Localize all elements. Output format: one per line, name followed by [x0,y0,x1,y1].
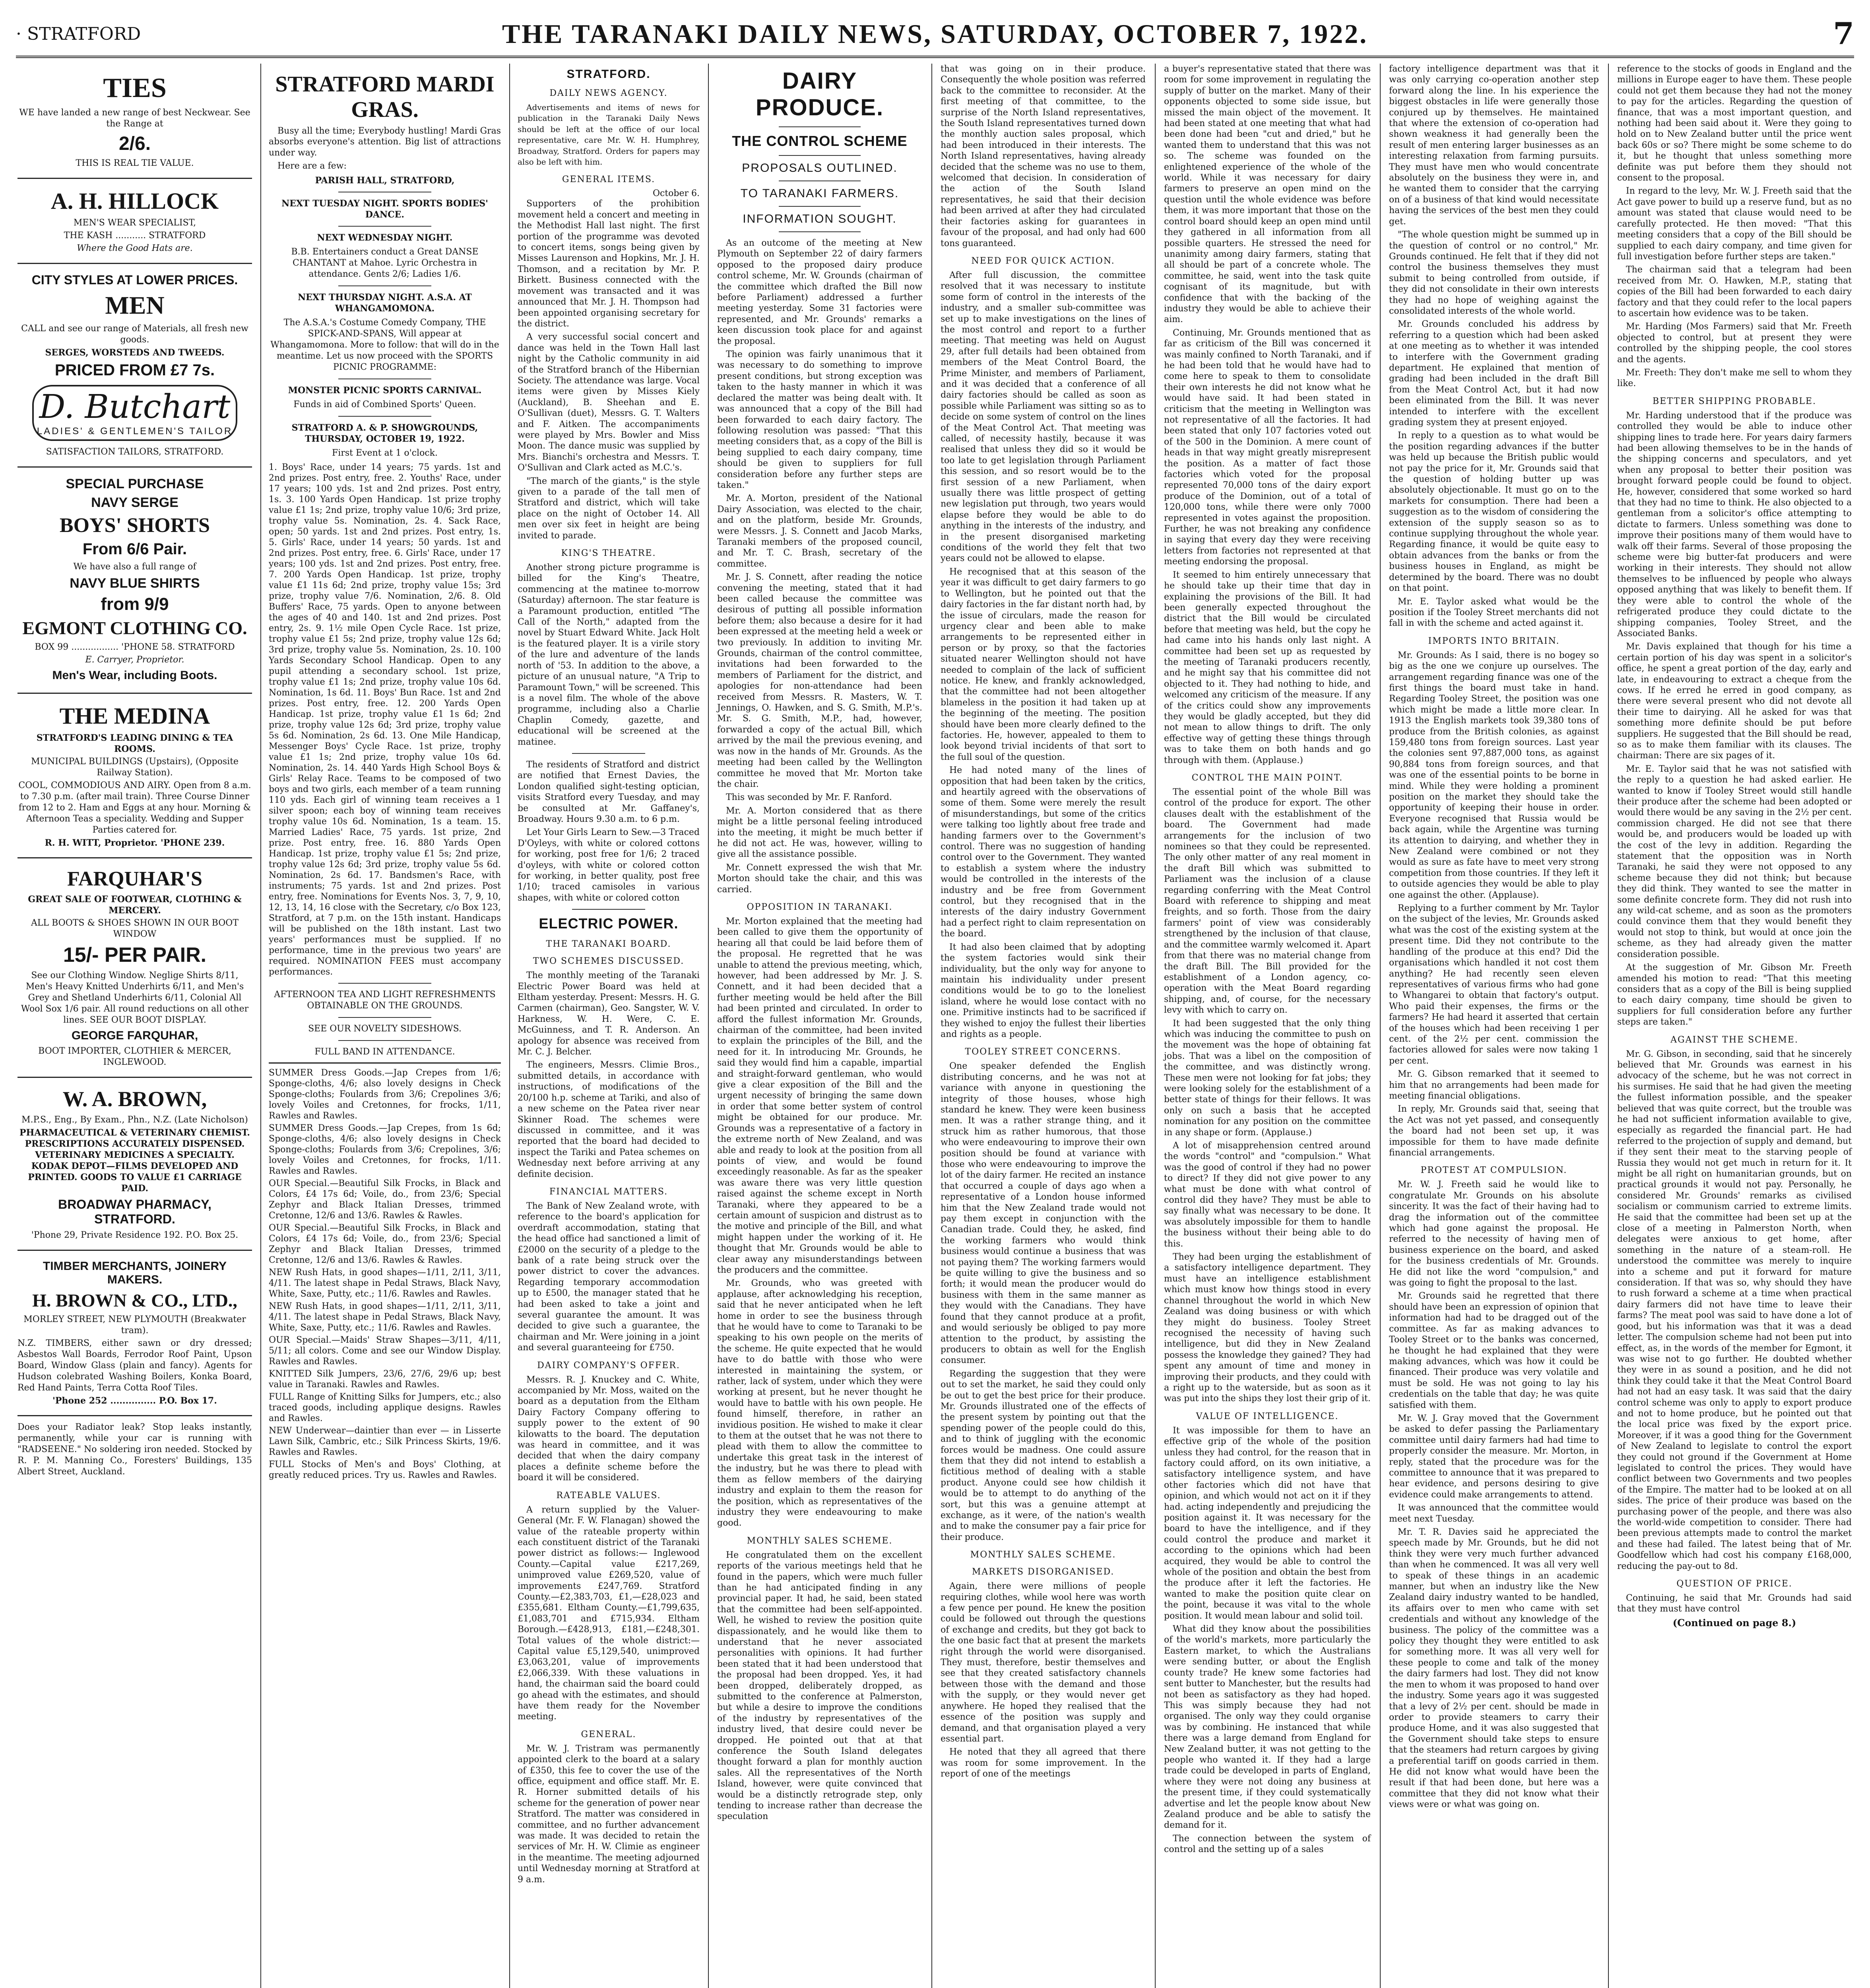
subheading: MONTHLY SALES SCHEME. [747,1536,893,1546]
paragraph: Mr. J. S. Connett, after reading the notice convening the meeting, stated that it had been called because the committee was desirous of putting all possible information before them; also because a desire for it had been expressed at the meeting held a week or two previously. In addition to inviting Mr. Grounds, chairman of the control committee, invitations had been forwarded to the members of Parliament for the district, and apologies for non-attendance had been received from Messrs. R. Masters, W. T. Jennings, O. Hawken, and S. G. Smith, M.P.'s. Mr. S. G. Smith, M.P., had, however, forwarded a copy of the actual Bill, which arrived by the mail the previous evening, and was now in the hands of Mr. Grounds. As the meeting had been called by the Wellington committee he moved that Mr. Morton take the chair. [717,572,922,789]
ad-price: from 9/9 [101,594,169,614]
column-rule [1380,64,1381,1988]
divider [338,983,431,984]
paragraph: Continuing, Mr. Grounds mentioned that as far as criticism of the Bill was concerned it was mainly confined to North Taranaki, and if he had been told that he would have had to come here to speak to them to consolidate their own interests he did not know what he would have said. It had been stated in criticism that the meeting in Wellington was not representative of all the factories. It had been stated that only 107 factories voted out of the 500 in the Dominion. A mere count of heads in that way might greatly misrepresent the position. As a matter of fact those factories which voted for the proposal represented 70,000 tons of the dairy export produce of the Dominion, out of a total of 120,000 tons, while there were only 7000 represented in votes against the proposition. Further, he was not breaking any confidence in saying that every day they were receiving letters from factories not represented at that meeting endorsing the proposal. [1164,328,1371,567]
ad-hillock [17,179,252,264]
divider [779,231,861,232]
mardi-gras-title: STRATFORD MARDI GRAS. [275,72,495,122]
article-title: ELECTRIC POWER. [539,915,679,932]
paragraph: Mr. G. Gibson, in seconding, said that he sincerely believed that Mr. Grounds was earnest in his advocacy of the scheme, but he was not correct in his surmises. He said that he had given the meeting the fullest information possible, and the speaker believed that was quite correct, but the trouble was he had not sufficient information available to give, especially as regarded the financial part. He had referred to the projection of supply and demand, but if they sent their meat to the starving people of Russia they would not get much in return for it. It might be all right on humanitarian grounds, but on practical grounds it would not pay. Personally, he considered Mr. Grounds' remarks as civilised socialism or communism carried to extreme limits. He said that the committee had been set up at the close of a meeting in Palmerston North, when delegates were anxious to get home, after something in the nature of a steam-roll. He understood the committee was merely to inquire into a scheme and put it forward for mature consideration. If that was so, why should they have to rush forward a scheme at a time when practical dairy farmers did not have time to leave their farms? The meat pool was said to have done a lot of good, but his information was that it was a dead letter. The compulsion scheme had not been put into effect, as, in the words of the member for Egmont, it was wise not to go further. He doubted whether they were in as sound a position, and he did not think they could take it that the Meat Control Board had not had an easy task. It was said that the dairy control scheme was only to apply to export produce and not to home produce, but he pointed out that the local price was fixed by the export price. Moreover, if it was a good thing for the Government of New Zealand to legislate to control the export they could not ground if the Government at Home legislated to control the prices. They would have conflict between two Governments and two peoples of the Empire. The matter had to be looked at on all sides. The price of their produce was based on the purchasing power of the people, and there was also the world-wide competition to consider. There had been previous attempts made to control the market and these had failed. The latest being that of Mr. Goodfellow which had cost his company £168,000, reducing the pay-out to 8d. [1617,1049,1852,1571]
paragraph: Supporters of the prohibition movement held a concert and meeting in the Methodist Hall last night. The first portion of the programme was devoted to concert items, songs being given by Misses Laurenson and Hopkins, Mr. J. H. Thomson, and a recitation by Mr. P. Birkett. Business connected with the movement was transacted and it was announced that Mr. J. H. Thompson had been appointed organising secretary for the district. [518,199,700,329]
subheading: GENERAL ITEMS. [562,175,656,185]
logo-text: D. Butchart [39,388,231,426]
paragraph: that was going on in their produce. Consequently the whole position was referred back to the committee to reconsider. At the first meeting of that committee, to the surprise of the North Island representatives, the South Island representatives turned down the monthly auction sales proposal, which had been introduced in their interests. The North Island representatives, having already decided that the scheme was no use to them, welcomed that decision. In consideration of the action of the South Island representatives, he said that their decision had been arrived at after they had circulated their factories asking for guarantees in favour of the proposal, and had only had 600 tons guaranteed. [941,64,1146,248]
paragraph: They had been urging the establishment of a satisfactory intelligence department. They must have an intelligence establishment which must know how things stood in every channel throughout the world in which New Zealand was doing business or with which they might do business. Tooley Street recognised the necessity of having such intelligence, but did they in New Zealand possess the knowledge they gained? They had spent any amount of time and money in improving their products, and they could with a right up to the waterside, but as soon as it was put into the ships they lost their grip of it. [1164,1252,1371,1404]
article-subtitle: THE TARANAKI BOARD. [546,939,671,949]
ad-title: FARQUHAR'S [67,868,202,890]
subheading: BETTER SHIPPING PROBABLE. [1653,396,1816,406]
subheading: KING'S THEATRE. [561,548,656,559]
article-column [1611,64,1858,1988]
classified-ad: SUMMER Dress Goods.—Jap Crepes from 1/6; Sponge-cloths, 4/6; also lovely designs in Check Sponge-cloths; Foulards from 3/6; Crepolines 3/6; lovely Voiles and Cretonnes, for frocks, 1/11, Rawles and Rawles. [269,1068,501,1121]
masthead [16,8,1854,58]
paragraph: After full discussion, the committee resolved that it was necessary to institute some form of control in the interests of the industry, and a smaller sub-committee was set up to make investigations on the lines of the most control and report to a further meeting. That meeting was held on August 29, after full details had been obtained from members of the Meat Control Board, the Prime Minister, and members of Parliament, and it was decided that a conference of all dairy factories should be called as soon as possible while Parliament was sitting so as to decide on some system of control on the lines of the Meat Control Act. That meeting was called, of necessity hastily, because it was realised that unless they did so it would be too late to get legislation through Parliament this session, and so resort would be to the first session of a new Parliament, when usually there was little prospect of getting new legislation put through, two years would elapse before they would be able to do anything in the interests of the industry, and in the present disorganised marketing conditions of the world they felt that two years could not be allowed to elapse. [941,270,1146,564]
paragraph: Continuing, he said that Mr. Grounds had said that they must have control [1617,1593,1852,1614]
ad-brown [17,1078,252,1251]
classified-ad: KNITTED Silk Jumpers, 23/6, 27/6, 29/6 up; best value in Taranaki. Rawles and Rawles. [269,1369,501,1390]
event-notice: NEXT THURSDAY NIGHT. A.S.A. AT WHANGAMOMONA. [298,292,472,314]
paragraph: The residents of Stratford and district are notified that Ernest Davies, the London qualified sight-testing optician, visits Stratford every Tuesday, and may be consulted at Mr. Gaffaney's, Broadway. Hours 9.30 a.m. to 6 p.m. [518,759,700,824]
paragraph: a buyer's representative stated that there was room for some improvement in regulating the supply of butter on the market. Many of their opponents objected to some side issue, but missed the main object of the movement. It had been stated at one meeting that what had been done had been "cut and dried," but he wanted them to understand that this was not so. The scheme was founded on the enlightened experience of the whole of the world. While it was necessary for dairy farmers to preserve an open mind on the question until the whole evidence was before them, it was more important that those on the control board should keep an open mind until they gathered in all information from all possible quarters. He stressed the need for unanimity among dairy farmers, stating that all should be part of a concrete whole. The committee, he said, went into the task quite cognisant of its magnitude, but with confidence that with the backing of the industry they would be able to achieve their aim. [1164,64,1371,325]
ad-medina [17,694,252,858]
event-notice: PARISH HALL, STRATFORD, [315,175,455,186]
ad-title: MEN [105,291,165,319]
ad-title: H. BROWN & CO., LTD., [32,1290,237,1310]
paragraph: Another strong picture programme is billed for the King's Theatre, commencing at the matinee to-morrow (Saturday) afternoon. The star feature is a Paramount production, entitled "The Call of the North," adapted from the novel by Stuart Edward White. Jack Holt is the featured player. It is a virile story of the lure and adventure of the lands north of '53. In addition to the above, a picture of an unusual nature, "A Trip to Paramount Town," will be screened. This is a novel film. The whole of the above programme, including also a Charlie Chaplin Comedy, gazette, and educational will be screened at the matinee. [518,563,700,747]
paragraph: He recognised that at this season of the year it was difficult to get dairy farmers to go to Wellington, but he pointed out that the dairy factories in the far distant north had, by the issue of circulars, made the reason for urgency clear and been able to make arrangements to be represented either in person or by proxy, so that the factories situated nearer Wellington should not have needed to complain of the lack of sufficient notice. He knew, and frankly acknowledged, that the committee had not been altogether blameless in the position it had taken up at the beginning of the meeting. The position should have been more clearly defined to the factories. He, however, appealed to them to look beyond trivial incidents of that sort to the full soul of the question. [941,567,1146,762]
paragraph: It had been suggested that the only thing which was inducing the committee to push on the movement was the hope of obtaining fat jobs. That was a libel on the composition of the committee, and was distinctly wrong. These men were not looking for fat jobs; they were looking solely for the establishment of a better state of things for their fellows. It was only on such a basis that he accepted nomination for any position on the committee in any shape or form. (Applause.) [1164,1018,1371,1138]
masthead-title: THE TARANAKI DAILY NEWS, SATURDAY, OCTOBER 7, 1922. [502,19,1368,49]
paragraph: Mr. Grounds: As I said, there is no bogey so big as the one we conjure up ourselves. The arrangement regarding finance was one of the first things the board must take in hand. Regarding Tooley Street, the position was one which might be made a little more clear. In 1913 the English markets took 39,380 tons of produce from the British colonies, as against 159,480 tons from foreign sources. Last year the colonies sent 97,887,000 tons, as against 90,884 tons from foreign sources, and that was one of the essential points to be borne in mind. While they were holding a prominent position on the market they should take the opportunity of keeping their house in order. Everyone recognised that Russia would be back again, while the Argentine was turning its attention to dairying, and whether they in New Zealand were combined or not they would as sure as fate have to meet very strong competition from those countries. If they left it to outside agencies they would be able to play one against the other. (Applause). [1389,650,1599,900]
subheading: NEED FOR QUICK ACTION. [971,256,1115,266]
paragraph: At the suggestion of Mr. Gibson Mr. Freeth amended his motion to read: "That this meeting considers that as a copy of the Bill is being supplied to each dairy company, time should be given to suppliers for full consideration before any further steps are taken." [1617,963,1852,1027]
event-notice: NEXT TUESDAY NIGHT. SPORTS BODIES' DANCE. [281,198,488,220]
ad-ties [17,64,252,179]
column-rule [1608,64,1609,1988]
divider [338,226,431,227]
paragraph: What did they know about the possibilities of the world's markets, more particularly the Eastern market, to which the Australians were sending butter, or about the English county trade? He knew some factories had sent butter to Manchester, but the results had not been as satisfactory as they had hoped. This was simply because they had not organised. The only way they could organise was by combining. He instanced that while there was a large demand from England for New Zealand butter, it was not getting to the people who wanted it. If they had a large trade could be developed in parts of England, where they were not doing any business at the present time, if they could systematically advertise and let the people know about New Zealand produce and be able to satisfy the demand for it. [1164,1624,1371,1831]
ad-text: COOL, COMMODIOUS AND AIRY. Open from 8 a.m. to 7.30 p.m. (after mail train). Three Course Dinner from 12 to 2. Ham and Eggs at any hour. Morning & Afternoon Teas a speciality. Wedding and Supper Parties catered for. [18,780,251,835]
article-subtitle: PROPOSALS OUTLINED. [742,161,898,175]
paragraph: Mr. Harding understood that if the produce was controlled they would be able to induce other shipping lines to trade here. For years dairy farmers had been allowing themselves to be in the hands of the shipping concerns and speculators, and yet when any proposal to better their position was brought forward people could be found to object. He, however, considered that some worked so hard that they had no time to think. He also objected to a gentleman from a solicitor's office attempting to dictate to farmers. Unless something was done to improve their positions many of them would have to walk off their farms. Several of those proposing the scheme were big butter-fat producers and were working in their interests. They should not allow themselves to be influenced by people who always opposed anything that was likely to benefit them. If they were able to control the whole of the refrigerated produce they could dictate to the shipping companies, Tooley Street, and the Associated Banks. [1617,410,1852,639]
paragraph: Mr. Freeth: They don't make me sell to whom they like. [1617,367,1852,389]
ad-text: BOOT IMPORTER, CLOTHIER & MERCER, INGLEWOOD. [38,1046,231,1067]
subheading: GENERAL. [581,1729,636,1740]
event-notice: AFTERNOON TEA AND LIGHT REFRESHMENTS OBTAINABLE ON THE GROUNDS. [274,989,496,1011]
paragraph: Mr. Davis explained that though for his time a certain portion of his day was spent in a solicitor's office, he spent a great portion of the day, early and late, in endeavouring to extract a cheque from the cows. If he erred he erred in good company, as there were several present who did not devote all their time to dairying. All he asked for was that something more definite should be put before suppliers. He suggested that the Bill should be read, so as to make them familiar with its clauses. The chairman: There are six pages of it. [1617,642,1852,761]
paragraph: Regarding the suggestion that they were out to set the market, he said they could only be out to get the best price for their produce. Mr. Grounds illustrated one of the effects of the present system by pointing out that the spending power of the people could do this, and to think of juggling with the economic forces would be madness. One could assure them that they did not intend to establish a fictitious method of dealing with a stable product. Anyone could see how childish it would be to attempt to do anything of the sort, but this was a genuine attempt at exchange, as it were, of the nation's wealth and to make the consumer pay a fair price for their produce. [941,1369,1146,1542]
subheading: MONTHLY SALES SCHEME. [970,1550,1116,1560]
paragraph: factory intelligence department was that it was only carrying co-operation another step forward along the line. In his experience the biggest obstacles in life were generally those conjured up by themselves. He maintained that where the extension of co-operation had shown weakness it had generally been the result of men entering larger businesses as an interesting relaxation from farming pursuits. They must have men who would concentrate absolutely on the business they were in, and he wanted them to consider that the carrying on of a business of that kind would necessitate having the services of the best men they could get. [1389,64,1599,227]
ad-title: TIMBER MERCHANTS, JOINERY MAKERS. [43,1260,227,1286]
ad-text: THIS IS REAL TIE VALUE. [76,158,194,168]
paragraph: Mr. A. Morton, president of the National Dairy Association, was elected to the chair, and on the platform, beside Mr. Grounds, were Messrs. J. S. Connett and Jacob Marks, Taranaki members of the proposed council, and Mr. T. C. Brash, secretary of the committee. [717,493,922,569]
event-notice: SEE OUR NOVELTY SIDESHOWS. [308,1023,462,1034]
ad-title: NAVY BLUE SHIRTS [70,576,200,591]
article-subtitle: TO TARANAKI FARMERS. [740,187,899,200]
masthead-flag: · STRATFORD [16,24,141,44]
divider [338,416,431,417]
paragraph: This was seconded by Mr. F. Ranford. [726,792,892,803]
ad-text: R. H. WITT, Proprietor. 'PHONE 239. [45,838,225,848]
ad-title: THE MEDINA [59,703,210,729]
event-notice: Funds in aid of Combined Sports' Queen. [293,399,476,410]
ad-text: MORLEY STREET, NEW PLYMOUTH (Breakwater tram). [23,1314,246,1336]
divider [338,1017,431,1018]
paragraph: Messrs. R. J. Knuckey and C. White, accompanied by Mr. Moss, waited on the board as a deputation from the Eltham Dairy Factory Company offering to supply power to the extent of 90 kilowatts to the board. The deputation was heard in committee, and it was decided that when the dairy company places a definite scheme before the board it will be considered. [518,1375,700,1483]
ad-text: Does your Radiator leak? Stop leaks instantly, permanently, while your car is running with "RADSEENE." No soldering iron needed. Stocked by R. P. M. Manning Co., Foresters' Buildings, 135 Albert Street, Auckland. [17,1422,252,1477]
article-subtitle: THE CONTROL SCHEME [732,133,908,149]
ad-text: PHARMACEUTICAL & VETERINARY CHEMIST. PRESCRIPTIONS ACCURATELY DISPENSED. VETERINARY MEDICINES A SPECIALTY. KODAK DEPOT—FILMS DEVELOPED AND PRINTED. GOODS TO VALUE £1 CARRIAGE PAID. [19,1128,250,1194]
ad-text: Where the Good Hats are. [77,243,193,253]
ad-text: CALL and see our range of Materials, all fresh new goods. [21,324,248,345]
paragraph: A very successful social concert and dance was held in the Town Hall last night by the Catholic community in aid of the Stratford branch of the Hibernian Society. The attendance was large. Vocal items were given by Misses Kiely (Auckland), B. Sheehan and E. O'Sullivan (duet), Messrs. G. T. Walters and F. Aitken. The accompaniments were played by Mrs. Bowler and Miss Moon. The dance music was supplied by Mrs. Bianchi's orchestra and Messrs. T. O'Sullivan and Clark acted as M.C.'s. [518,332,700,473]
paragraph: It seemed to him entirely unnecessary that he should take up their time that day in explaining the provisions of the Bill. It had been generally expected throughout the district that the Bill would be circulated before that meeting was held, but the copy he had came into his hands only last night. A committee had been set up as requested by the meeting of Taranaki producers recently, and he might say that his committee did not objected to it. They had nothing to hide, and welcomed any criticism of the measure. If any of the critics could show any improvements they would be gladly accepted, but they did not mean to allow things to drift. The only effective way of getting these things through was to take them on both hands and go through with them. (Applause.) [1164,570,1371,765]
event-notice: First Event at 1 o'clock. [332,448,438,458]
classified-ad: SUMMER Dress Goods.—Jap Crepes, from 1s 6d; Sponge-cloths, 4/6; also lovely designs in Check Sponge-cloths; Foulards from 3/6; Crepolines, 3/6; lovely Voiles and Cretonnes, for frocks, 1/11. Rawles and Rawles. [269,1123,501,1176]
rawles-ads [269,1062,501,1481]
paragraph: Mr. W. J. Gray moved that the Government be asked to defer passing the Parliamentary committee until dairy farmers had had time to properly consider the measure. Mr. Morton, in reply, stated that the procedure was for the committee to announce that it was prepared to hear evidence, and persons desiring to give evidence could make arrangements to attend. [1389,1413,1599,1500]
paragraph: Mr. E. Taylor said that he was not satisfied with the reply to a question he had asked earlier. He wanted to know if Tooley Street would still handle their produce after the scheme had been adopted or would there would be any saving in the 2½ per cent. commission charged. He did not see that there would be, and producers would be loaded up with the cost of the levy in addition. Regarding the statement that the opposition was in North Taranaki, he said they were not opposed to any scheme because they did not think; but because they did think. They wanted to see the matter in some definite concrete form. They did not rush into any wild-cat scheme, and as soon as the promoters could convince them that they would benefit they would not stop to think, but would at once join the scheme, as they had already given the matter consideration possible. [1617,764,1852,959]
paragraph: Mr. Grounds, who was greeted with applause, after acknowledging his reception, said that he never anticipated when he left home in order to see the business through that he would have to come to Taranaki to be speaking to his own people on the merits of the scheme. He quite expected that he would have to do battle with those who were interested in maintaining the system, or rather, lack of system, under which they were working at present, but he never thought he would have to battle with his own people. He found himself, therefore, in rather an invidious position. He wished to make it clear to them at the outset that he was not there to plead with them to allow the committee to undertake this great task in the interest of the industry, but he was there to plead with them as fellow members of the dairying industry and explain to them the reason for the position, which as representatives of the industry they were endeavouring to make good. [717,1278,922,1528]
page-number: 7 [1833,16,1854,51]
section-title: STRATFORD. [566,68,651,81]
ad-hbrown [17,1251,252,1416]
article-headline: DAIRY PRODUCE. [755,68,884,120]
paragraph: Mr. Connett expressed the wish that Mr. Morton should take the chair, and this was carried. [717,862,922,895]
divider [338,1040,431,1041]
event-notice: NEXT WEDNESDAY NIGHT. [317,232,453,243]
column-rule [260,64,261,1988]
paragraph: Mr. Grounds concluded his address by referring to a question which had been asked at one meeting as to whether it was intended to interfere with the Government grading department. He explained that mention of grading had been included in the draft Bill from the Meat Control Act, but it had now been eliminated from the Bill. It was never intended to interfere with the excellent grading system they at present enjoyed. [1389,319,1599,427]
divider [338,285,431,286]
ad-text: ALL BOOTS & SHOES SHOWN IN OUR BOOT WINDOW [31,918,239,939]
classified-ad: FULL Range of Knitting Silks for Jumpers, etc.; also traced goods, including applique designs. Rawles and Rawles. [269,1392,501,1423]
ad-text: SATISFACTION TAILORS, STRATFORD. [46,447,224,457]
paragraph: Again, there were millions of people requiring clothes, while wool here was worth a few pence per pound. He knew the position could be followed out through the questions of exchange and credits, but they got back to the one basic fact that at present the markets right through the world were disorganised. They must, therefore, bestir themselves and see that they created satisfactory channels between those with the demand and those with the supply, or they would never get anywhere. He hoped they realised that the essence of the position was supply and demand, and that organisation played a very essential part. [941,1581,1146,1744]
section-subtitle: DAILY NEWS AGENCY. [549,88,668,98]
article-column [934,64,1152,1988]
ad-radiator [17,1416,252,1477]
article-column [1158,64,1377,1988]
column-rule [1155,64,1156,1988]
subheading: MARKETS DISORGANISED. [972,1567,1115,1577]
paragraph: As an outcome of the meeting at New Plymouth on September 22 of dairy farmers opposed to the proposed dairy produce control scheme, Mr. W. Grounds (chairman of the committee which drafted the Bill now before Parliament) addressed a further meeting yesterday. Some 31 factories were represented, and Mr. Grounds' remarks a keen discussion took place for and against the proposal. [717,238,922,346]
butchart-logo [32,385,237,441]
paragraph: Here are a few: [277,161,347,171]
paragraph: He congratulated them on the excellent reports of the various meetings held that he found in the papers, which were much fuller than he had anticipated finding in any provincial paper. It had, he said, been stated that the committee had been self-appointed. Well, he wished to review the position quite dispassionately, and he would like them to understand that he never associated personalities with opinions. It had further been stated that it had been understood that the proposal had been dropped. Yes, it had been dropped, deliberately dropped, as submitted to the conference at Palmerston, but while a desire to improve the conditions of the industry by representatives of the industry lived, that desire could never be dropped. He pointed out that at that conference the South Island delegates thought forward a plan for monthly auction sales. All the representatives of the North Island, however, were quite convinced that would be a distinctly retrograde step, only tending to increase rather than decrease the speculation [717,1550,922,1822]
paragraph: The connection between the system of control and the setting up of a sales [1164,1833,1371,1855]
ad-text: MUNICIPAL BUILDINGS (Upstairs), (Opposite Railway Station). [31,757,239,778]
ad-price: 15/- PER PAIR. [63,944,207,967]
paragraph: It was announced that the committee would meet next Tuesday. [1389,1503,1599,1524]
paragraph: Busy all the time; Everybody hustling! Mardi Gras absorbs everyone's attention. Big list of attractions under way. [269,126,501,158]
article-subtitle: INFORMATION SOUGHT. [743,212,897,225]
paragraph: It was impossible for them to have an effective grip of the whole of the position unless they had control, for the reason that in factory could afford, on its own initiative, a satisfactory intelligence system, and have other factories which did not have that opinion, and which would not act on it if they had. acting independently and prejudicing the position against it. It was necessary for the board to have the intelligence, and if they could control the produce and market it according to the opinions which had been acquired, they would be able to control the whole of the position and obtain the best from the produce after it left the factories. He wanted to make the position quite clear on the point, because it was vital to the whole position. It would mean labour and solid toil. [1164,1425,1371,1621]
paragraph: Mr. W. J. Freeth said he would like to congratulate Mr. Grounds on his absolute sincerity. It was the fact of their having had to drag the information out of the committee which had gone against the proposal. He referred to the necessity of having men of business experience on the board, and asked for the business credentials of Mr. Grounds. He did not like the word "compulsion," and was going to fight the proposal to the last. [1389,1180,1599,1288]
column-rule [509,64,510,1988]
paragraph: Let Your Girls Learn to Sew.—3 Traced D'Oyleys, with white or colored cottons for working, post free for 1/6; 2 traced d'oyleys, with white or colored cotton for working, in better quality, post free 1/10; traced camisoles in various shapes, with white or colored cotton [518,827,700,903]
article-column [1383,64,1605,1988]
event-notice: The A.S.A.'s Costume Comedy Company, THE SPICK-AND-SPANS, Will appear at Whangamomona. More to follow: that will do in the meantime. Let us now proceed with the SPORTS PICNIC PROGRAMME: [270,317,499,372]
ad-title: SPECIAL PURCHASE [66,476,204,491]
paragraph: In reply, Mr. Grounds said that, seeing that the Act was not yet passed, and consequently the board had not been set up, it was impossible for them to have made definite financial arrangements. [1389,1104,1599,1158]
subheading: PROTEST AT COMPULSION. [1420,1165,1567,1176]
classified-ad: OUR Special.—Maids' Straw Shapes—3/11, 4/11, 5/11; all colors. Come and see our Window Display. Rawles and Rawles. [269,1335,501,1367]
ad-text: THE KASH ........... STRATFORD [64,231,206,241]
paragraph: He had noted many of the lines of opposition that had been taken by the critics, and heartily agreed with the observations of some of them. Some were merely the result of misunderstandings, but some of the critics were talking too lightly about free trade and handing farmers over to the Government's control. There was no suggestion of handing control over to the Government. They wanted to establish a system where the industry would be controlled in the interests of the industry and be free from Government control, but they recognised that in the interests of the dairy industry Government had a perfect right to claim representation on the board. [941,765,1146,939]
paragraph: The Bank of New Zealand wrote, with reference to the board's application for overdraft accommodation, stating that the head office had sanctioned a limit of £2000 on the security of a pledge to the bank of a rate being struck over the power district to cover the advances. Regarding temporary accommodation up to £500, the manager stated that he had been asked to take a joint and several guarantee the amount. It was decided to give such a guarantee, the chairman and Mr. Were joining in a joint and several guaranteeing for £750. [518,1201,700,1353]
subheading: VALUE OF INTELLIGENCE. [1196,1411,1339,1421]
ad-title: BROADWAY PHARMACY, STRATFORD. [58,1197,211,1226]
article-subtitle: TWO SCHEMES DISCUSSED. [533,956,685,967]
subheading: CONTROL THE MAIN POINT. [1191,773,1343,783]
ad-price: PRICED FROM £7 7s. [54,361,215,379]
column-rule [708,64,709,1988]
ad-title: TIES [103,73,167,103]
ad-text: MEN'S WEAR SPECIALIST, [73,218,196,228]
ad-title: BOYS' SHORTS [59,514,210,537]
ad-text: We have also a full range of [73,562,196,572]
paragraph: Mr. W. J. Tristram was permanently appointed clerk to the board at a salary of £350, this fee to cover the use of the office, equipment and office staff. Mr. E. R. Horner submitted details of his scheme for the generation of power near Stratford. The matter was considered in committee, and no further advancement was made. It was decided to retain the services of Mr. H. W. Climie as engineer in the meantime. The meeting adjourned until Wednesday morning at Stratford at 9 a.m. [518,1743,700,1885]
paragraph: The chairman said that a telegram had been received from Mr. O. Hawken, M.P., stating that copies of the Bill had been forwarded to each dairy factory and that they could refer to the local papers to ascertain how evidence was to be taken. [1617,265,1852,318]
ad-butchart [17,264,252,468]
ad-title: W. A. BROWN, [62,1087,207,1111]
paragraph: The engineers, Messrs. Climie Bros., submitted details, in accordance with instructions, of modifications of the 20/100 h.p. scheme at Tariki, and also of a new scheme on the Patea river near Skinner Road. The schemes were discussed in committee, and it was reported that the board had decided to inspect the Tariki and Patea schemes on Wednesday next before arriving at any definite decision. [518,1060,700,1179]
sports-programme: 1. Boys' Race, under 14 years; 75 yards. 1st and 2nd prizes. Post entry, free. 2. Youths' Race, under 17 years; 100 yds. 1st and 2nd prizes. Post entry, 1s. 3. 100 Yards Open Handicap. 1st prize trophy value £1 1s; 2nd prize, trophy value 10/6; 3rd prize, trophy value 5s. Nomination, 2s. 4. Sack Race, open; 50 yards. 1st and 2nd prizes. Post entry, 1s. 5. Girls' Race, under 14 years; 50 yards. 1st and 2nd prizes. Post entry, free. 6. Girls' Race, under 17 years; 100 yds. 1st and 2nd prizes. Post entry, free. 7. 200 Yards Open Handicap. 1st prize, trophy value £1 11s 6d; 2nd prize, trophy value 15s; 3rd prize, trophy value 7/6. Nomination, 2/6. 8. Old Buffers' Race, 75 yards. Open to anyone between the ages of 40 and 140. 1st and 2nd prizes. Post entry, 2s. 9. 1½ mile Open Cycle Race. 1st prize, trophy value £1 5s; 2nd prize, trophy value 12s 6d; 3rd prize, trophy value 5s. Nomination, 2s. 10. 100 Yards Secondary School Handicap. Open to any pupil attending a secondary school. 1st prize, trophy value £1 1s; 2nd prize, trophy value 10s 6d. Nomination, 1s 6d. 11. Boys' Bun Race. 1st and 2nd prizes. Post entry, free. 12. 200 Yards Open Handicap. 1st prize, trophy value £1 1s 6d; 2nd prize, trophy value 12s 6d; 3rd prize, trophy value 5s 6d. Nomination, 2s 6d. 13. One Mile Handicap, Messenger Boys' Cycle Race. 1st prize, trophy value £1 1s; 2nd prize, trophy value 10s 6d. Nomination, 2s. 14. 440 Yards High School Boys & Girls' Relay Race. Teams to be composed of two boys and two girls, each member of a team running 110 yds. Each girl of winning team receives a 1 silver spoon; each boy of winning team receives trophy value 10s 6d. Nomination, 1s a team. 15. Married Ladies' Race, 75 yards. 1st prize, 2nd prize. Post entry, free. 16. 880 Yards Open Handicap. 1st prize, trophy value £1 5s; 2nd prize, trophy value 12s 6d; 3rd prize, trophy value 5s 6d. Nomination, 2s 6d. 17. Bandsmen's Race, with instruments; 75 yards. 1st and 2nd prizes. Post entry, free. Nominations for Events Nos. 3, 7, 9, 10, 12, 13, 14, 16 close with the Secretary, c/o Box 123, Stratford, at 7 p.m. on the 15th instant. Handicaps will be published on the 18th instant. Last two years' performances must be supplied. If no performance, time in the previous two years' are required. NOMINATION FEES must accompany performances. [269,462,501,977]
dairy-produce-column [711,64,929,1988]
event-notice: FULL BAND IN ATTENDANCE. [314,1046,455,1057]
subheading: OPPOSITION IN TARANAKI. [747,902,893,912]
ad-text: N.Z. TIMBERS, either sawn or dry dressed; Asbestos Wall Boards, Ferrodor Roof Paint, Upson Board, Window Glass (plain and fancy). Agents for Hudson colebrated Washing Boilers, Konka Board, Red Hand Paints, Terra Cotta Roof Tiles. [17,1338,252,1393]
paragraph: Mr. T. R. Davies said he appreciated the speech made by Mr. Grounds, but he did not think they were very much further advanced than when he commenced. It was all very well to speak of these things in an academic manner, but when an industry like the New Zealand dairy industry wanted to be handled, its affairs over to men who came with set credentials and without any knowledge of the business. The policy of the committee was a policy they thought they were entitled to ask for something more. It was all very well for these people to come and talk of the money the dairy farmers had lost. They did not know the men to whom it was proposed to hand over the industry. Some years ago it was suggested that a levy of 2½ per cent. should be made in order to provide steamers to carry their produce Home, and it was also suggested that the Government should take steps to ensure that the steamers had return cargoes by giving a preferential tariff on goods carried in them. He did not know what would have been the result if that had been done, but here was a committee that they did not know what their views were or what was going on. [1389,1527,1599,1810]
ad-text: 'Phone 252 ............... P.O. Box 17. [52,1396,217,1406]
dateline: October 6. [652,188,700,199]
ad-text: See our Clothing Window. Neglige Shirts 8/11, Men's Heavy Knitted Underhirts 6/11, and Men's Grey and Shetland Underhirts 6/11, Colonial All Wool Sox 1/6 pair. All round reductions on all other lines. SEE OUR BOOT DISPLAY. [21,971,249,1025]
paragraph: The opinion was fairly unanimous that it was necessary to do something to improve present conditions, but strong exception was taken to the hasty manner in which it was declared the matter was being dealt with. It was announced that a copy of the Bill had been forwarded to each dairy factory. The following resolution was passed: "That this meeting considers that, as a copy of the Bill is being supplied to each dairy company, time should be given to suppliers for full consideration before any further steps are taken." [717,349,922,490]
ad-text: GEORGE FARQUHAR, [71,1029,198,1042]
divider [572,909,645,910]
classified-ad: NEW Rush Hats, in good shapes—1/11, 2/11, 3/11, 4/11. The latest shape in Pedal Straws, Black Navy, White, Saxe, Putty, etc.; 11/6. Rawles and Rawles. [269,1301,501,1333]
subheading: TOOLEY STREET CONCERNS. [965,1047,1121,1057]
ad-egmont [17,468,252,694]
classified-ad: OUR Special.—Beautiful Silk Frocks, in Black and Colors, £4 17s 6d; Voile, do., from 23/6; Special Zephyr and Black Italian Dresses, trimmed Cretonne, 12/6 and 13/6. Rawles & Rawles. [269,1223,501,1265]
ad-text: E. Carryer, Proprietor. [85,655,184,665]
subheading: FINANCIAL MATTERS. [549,1186,668,1197]
paragraph: Mr. Grounds said he regretted that there should have been an expression of opinion that information had had to be dragged out of the committee. As far as making advances to Tooley Street or to the banks was concerned, he thought he had explained that they were making advances, which was how it could be financed. Their produce was very volatile and must be sold. He was not going to lay his credentials on the table that day; he was quite satisfied with them. [1389,1291,1599,1410]
divider [572,753,645,754]
logo-subtext: LADIES' & GENTLEMEN'S TAILOR [37,426,233,437]
advertisements-column [12,64,258,1988]
subheading: QUESTION OF PRICE. [1676,1579,1792,1589]
column-rule [931,64,932,1988]
ad-text: BOX 99 ................. 'PHONE 58. STRATFORD [35,642,235,652]
paragraph: A lot of misapprehension centred around the words "control" and "compulsion." What was the good of control if they had no power to direct? If they did not give power to any what must be done with what control of control did they have? They must be able to say finally what was necessary to be done. It was absolutely impossible for them to handle the business without their being able to do this. [1164,1141,1371,1249]
subheading: IMPORTS INTO BRITAIN. [1428,636,1560,646]
paragraph: Mr. A. Morton considered that as there might be a little personal feeling introduced into the meeting, it might be much better if he did not act. He was, however, willing to give all the assistance possible. [717,806,922,860]
mardi-gras-column [263,64,506,1988]
paragraph: The monthly meeting of the Taranaki Electric Power Board was held at Eltham yesterday. Present: Messrs. H. G. Carmen (chairman), Geo. Sangster, W. V. Harkness, W. H. Were, C. E. McGuinness, and T. R. Anderson. An apology for absence was received from Mr. C. J. Belcher. [518,971,700,1057]
subheading: RATEABLE VALUES. [556,1490,661,1501]
ad-text: WE have landed a new range of best Neckwear. See the Range at [19,108,250,129]
stratford-news-column [512,64,705,1988]
ad-farquhar [17,858,252,1078]
ad-text: M.P.S., Eng., By Exam., Phn., N.Z. (Late Nicholson) [21,1115,248,1125]
event-notice: STRATFORD A. & P. SHOWGROUNDS, THURSDAY, OCTOBER 19, 1922. [291,422,478,444]
paragraph: The essential point of the whole Bill was control of the produce for export. The other clauses dealt with the establishment of the board. The Government had made arrangements for the inclusion of two nominees so that they could be represented. The only other matter of any real moment in the draft Bill which was submitted to Parliament was the inclusion of a clause regarding conferring with the Meat Control Board with reference to shipping and meat freights, and so forth. Those from the dairy farmers' point of view was considerably strengthened by the inclusion of that clause, and the committee warmly welcomed it. Apart from that there was no material change from the draft Bill. The Bill provided for the establishment of a London agency, co-operation with the Meat Board regarding shipping, and, of course, for the necessary levy with which to carry on. [1164,787,1371,1015]
ad-text: GREAT SALE OF FOOTWEAR, CLOTHING & MERCERY. [28,894,242,916]
paragraph: It had also been claimed that by adopting the system factories would sink their individuality, but the only way for anyone to maintain his individuality under present conditions would be to go to the loneliest island, where he would lose contact with no one. Primitive instincts had to be sacrificed if they wished to enjoy the fullest their liberties and rights as a people. [941,942,1146,1039]
ad-text: SERGES, WORSTEDS AND TWEEDS. [45,348,225,358]
classified-ad: NEW Rush Hats, in good shapes—1/11, 2/11, 3/11, 4/11. The latest shape in Pedal Straws, Black Navy, White, Saxe, Putty, etc.; 11/6. Rawles and Rawles. [269,1267,501,1299]
paragraph: Replying to a further comment by Mr. Taylor on the subject of the levies, Mr. Grounds asked what was the cost of the existing system at the present time. Did they not contribute to the handling of the produce at this end? Did the organisations which handled it not cost them anything? He had recently seen eleven representatives of various firms who had gone to Whangarei to obtain that factory's output. Who paid their expenses, the firms or the farmers? He had heard it asserted that certain of the houses which had been receiving 1 per cent. of the 2½ per cent. commission the factories allowed for sales were now taking 1 per cent. [1389,903,1599,1066]
classified-ad: NEW Underwear—daintier than ever — in Lisserte Lawn Silk, Cambric, etc.; Silk Princess Skirts, 19/6. Rawles and Rawles. [269,1425,501,1457]
ad-text: STRATFORD'S LEADING DINING & TEA ROOMS. [36,733,233,754]
paragraph: "The march of the giants," is the style given to a parade of the tall men of Stratford and district, which will take place on the night of October 14. All men over six feet in height are being invited to parade. [518,476,700,541]
ad-title: EGMONT CLOTHING CO. [22,618,247,638]
paragraph: In regard to the levy, Mr. W. J. Freeth said that the Act gave power to build up a reserve fund, but as no amount was stated that clause would need to be carefully protected. He then moved: "That this meeting considers that a copy of the Bill should be supplied to each dairy company, and time given for full investigation before further steps are taken." [1617,186,1852,262]
divider [779,126,861,127]
ad-price: 2/6. [118,133,151,154]
ad-title: CITY STYLES AT LOWER PRICES. [31,273,238,287]
paragraph: In reply to a question as to what would be the position regarding advances if the butter was held up because the British public would not pay the price for it, Mr. Grounds said that the question of holding butter up was absolutely objectionable. It must go on to the markets for consumption. There had been a suggestion as to the wisdom of considering the extension of the supply season so as to continue supplying throughout the whole year. Regarding finance, it would be quite easy to obtain advances from the banks or from the business houses in England, as might be determined by the board. There was no doubt on that point. [1389,431,1599,594]
ad-text: 'Phone 29, Private Residence 192. P.O. Box 25. [31,1230,239,1240]
paragraph: He noted that they all agreed that there was room for some improvement. In the report of one of the meetings [941,1747,1146,1779]
ad-text: Men's Wear, including Boots. [52,669,217,682]
classified-ad: FULL Stocks of Men's and Boys' Clothing, at greatly reduced prices. Try us. Rawles and Rawles. [269,1459,501,1480]
paragraph: reference to the stocks of goods in England and the millions in Europe eager to have them. These people could not get them because they had not the money to pay for the articles. Regarding the question of finance, that was a most important question, and nothing had been said about it. Were they going to hold on to New Zealand butter until the price went back 60s or so? There might be some scheme to do it, but he thought that unless something more definite was put before them they should not consent to the proposal. [1617,64,1852,183]
classified-ad: OUR Special.—Beautiful Silk Frocks, in Black and Colors, £4 17s 6d; Voile, do., from 23/6; Special Zephyr and Black Italian Dresses, trimmed Cretonne, 12/6 and 13/6. Rawles & Rawles. [269,1178,501,1221]
paragraph: Mr. E. Taylor asked what would be the position if the Tooley Street merchants did not fall in with the scheme and acted against it. [1389,596,1599,629]
paragraph: Advertisements and items of news for publication in the Taranaki Daily News should be left at the office of our local representative, care Mr. W. H. Humphrey, Broadway, Stratford. Orders for papers may also be left with him. [518,103,700,167]
ad-title: A. H. HILLOCK [50,188,219,214]
event-notice: MONSTER PICNIC SPORTS CARNIVAL. [288,385,482,396]
ad-price: From 6/6 Pair. [82,540,187,558]
continued-note: (Continued on page 8.) [1672,1617,1796,1629]
subheading: AGAINST THE SCHEME. [1670,1035,1798,1045]
ad-title: NAVY SERGE [91,495,178,510]
paragraph: Mr. Harding (Mos Farmers) said that Mr. Freeth objected to control, but at present they were controlled by the shipping people, the cool stores and the agents. [1617,322,1852,365]
event-notice: B.B. Entertainers conduct a Great DANSE CHANTANT at Mahoe. Lyric Orchestra in attendance. Gents 2/6; Ladies 1/6. [291,247,479,279]
paragraph: "The whole question might be summed up in the question of control or no control," Mr. Grounds continued. He felt that if they did not control the business themselves they must submit to being controlled from outside, if they did not consolidate in their own interests they had no hope of weighing against the consolidated interests of the whole world. [1389,230,1599,316]
divider [779,206,861,207]
paragraph: Mr. G. Gibson remarked that it seemed to him that no arrangements had been made for meeting financial obligations. [1389,1069,1599,1101]
subheading: DAIRY COMPANY'S OFFER. [537,1360,680,1371]
paragraph: Mr. Morton explained that the meeting had been called to give them the opportunity of hearing all that could be laid before them of the proposal. He regretted that he was unable to attend the previous meeting, which, however, had been addressed by Mr. J. S. Connett, and it had been decided that a further meeting would be held after the Bill had been printed and circulated. In order to afford the fullest information Mr. Grounds, chairman of the committee, had been invited to explain the principles of the Bill, and the need for it. In introducing Mr. Grounds, he said they would find him a capable, impartial and straight-forward gentleman, who would give a clear exposition of the Bill and the urgent necessity of bringing the same down in order that some better system of control might be obtained for our produce. Mr. Grounds was a representative of a factory in the extreme north of New Zealand, and was able and ready to look at the position from all points of view, and would be found exceedingly reasonable. As far as the speaker was aware there was very little question raised against the scheme except in North Taranaki, where they appeared to be a certain amount of suspicion and distrust as to the motive and principle of the Bill, and what might happen under the working of it. He thought that Mr. Grounds would be able to clear away any misunderstandings between the producers and the committee. [717,916,922,1275]
divider [779,155,861,156]
paragraph: One speaker defended the English distributing concerns, and he was not at variance with anyone in questioning the integrity of those houses, whose high standard he knew. They were keen business men. It was a rather strange thing, and it struck him as rather humorous, that those who were endeavouring to improve their own position should be found at variance with those who were endeavouring to improve the lot of the dairy farmer. He recited an instance that occurred a couple of days ago when a representative of a London house informed him that the New Zealand trade would not pay them except in conjunction with the Canadian trade. Could they, he asked, find the working farmers who would think business would continue a business that was not paying them? The working farmers would be quite willing to give the business and so forth; it would mean the producer would do business with them in the same manner as they would with the Canadians. They have found that they cannot produce at a profit, and would seriously be obliged to pay more attention to the product, by assisting the producers to obtain as well for the English consumer. [941,1061,1146,1366]
paragraph: A return supplied by the Valuer-General (Mr. F. W. Flanagan) showed the value of the rateable property within each constituent district of the Taranaki power district as follows:— Inglewood County.—Capital value £217,269, unimproved value £269,520, value of improvements £247,769. Stratford County.—£2,383,703, £1,—£28,023 and £355,681. Eltham County.—£1,799,635, £1,083,701 and £715,934. Eltham Borough.—£428,913, £181,—£248,301. Total values of the whole district:— Capital value £5,129,540, unimproved £3,063,201, value of improvements £2,066,339. With these valuations in hand, the chairman said the board could go ahead with the estimates, and should have them ready for the November meeting. [518,1505,700,1722]
